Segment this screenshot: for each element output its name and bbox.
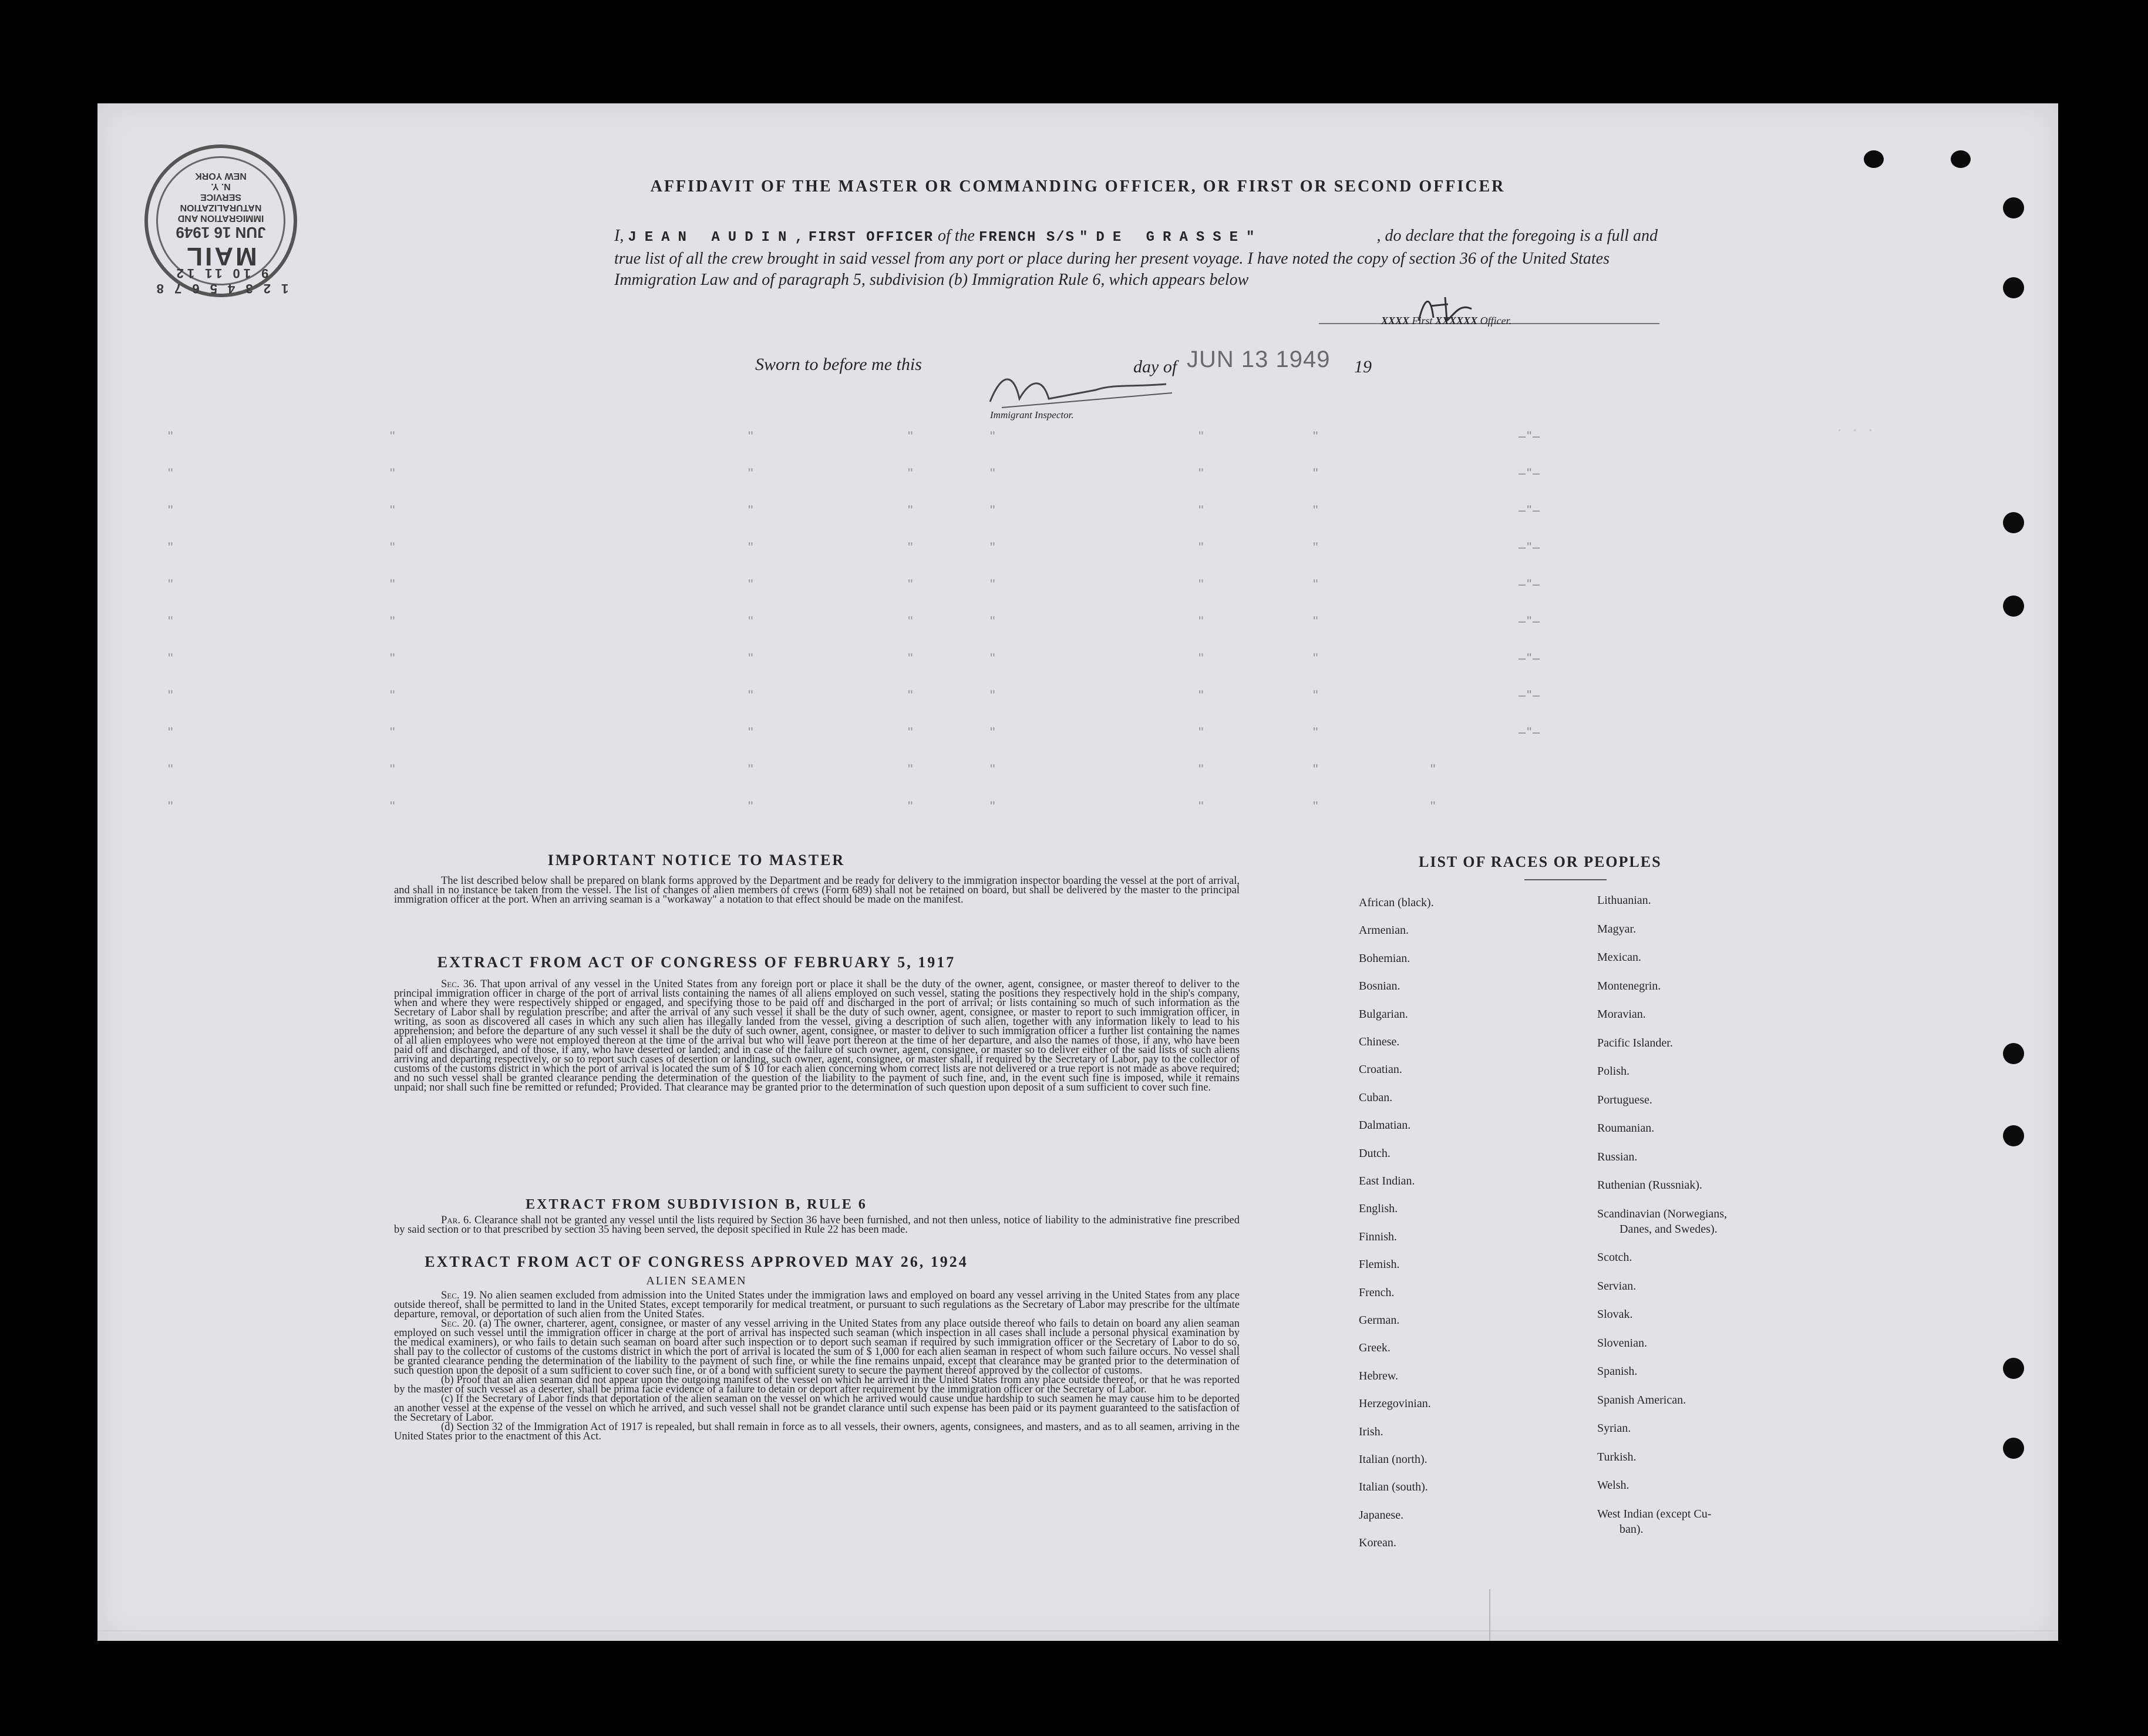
race-entry: Finnish. bbox=[1359, 1230, 1398, 1243]
ditto-mark: " bbox=[748, 688, 753, 704]
ditto-mark: " bbox=[908, 429, 913, 445]
ditto-mark: " bbox=[390, 540, 395, 556]
race-entry: Dalmatian. bbox=[1359, 1119, 1411, 1132]
race-entry: Irish. bbox=[1359, 1425, 1383, 1438]
race-entry: Welsh. bbox=[1597, 1479, 1629, 1492]
race-entry: Bosnian. bbox=[1359, 980, 1400, 993]
race-entry: Scandinavian (Norwegians, bbox=[1597, 1207, 1728, 1220]
race-entry: Spanish American. bbox=[1597, 1393, 1686, 1407]
ditto-mark: " bbox=[1313, 577, 1318, 593]
ditto-mark: " bbox=[908, 466, 913, 482]
races-list-title: LIST OF RACES OR PEOPLES bbox=[1419, 853, 1662, 870]
notice-text: The list described below shall be prepared on blank forms approved by the Department and be ready for delivery to the immigration inspector boarding the vessel at the port of arrival, and shall in no instance be taken from the vessel. The list of changes of alien members of crews (Form 689) shall not be retained on board, but shall be delivered by the master to the principal immigration officer at the port. When an arriving seaman is a "workaway" a notation to that effect should be made on the manifest. bbox=[394, 875, 1240, 906]
ditto-mark: " bbox=[168, 799, 173, 815]
ditto-mark: " bbox=[1313, 688, 1318, 704]
race-entry: Moravian. bbox=[1597, 1008, 1646, 1021]
extract-1917-title: EXTRACT FROM ACT OF CONGRESS OF FEBRUARY 5, 1917 bbox=[437, 954, 956, 971]
ditto-mark: " bbox=[1198, 577, 1204, 593]
ditto-mark: " bbox=[390, 688, 395, 704]
race-entry: Polish. bbox=[1597, 1065, 1630, 1078]
ditto-mark: " bbox=[990, 762, 995, 778]
ditto-mark: " bbox=[390, 577, 395, 593]
race-entry: Flemish. bbox=[1359, 1258, 1400, 1271]
ditto-mark: " bbox=[168, 577, 173, 593]
ditto-mark: " bbox=[168, 540, 173, 556]
affidavit-body: that the foregoing is a full and true list of all the crew brought in said vessel from any port or place during her present voyage. I have noted the copy of section 36 of the United States Immigration Law and of paragraph 5, subdivision (b) Immigration Rule 6, which appears below bbox=[614, 227, 1658, 289]
vessel-name: "DE GRASSE" bbox=[1079, 230, 1263, 245]
ditto-mark: " bbox=[1313, 651, 1318, 667]
ditto-mark: " bbox=[1198, 762, 1204, 778]
race-entry: Chinese. bbox=[1359, 1035, 1400, 1048]
ditto-mark: " bbox=[990, 614, 995, 630]
ditto-mark: " bbox=[990, 725, 995, 741]
binder-hole bbox=[2003, 596, 2024, 617]
race-entry: Croatian. bbox=[1359, 1063, 1402, 1076]
mail-received-stamp: 1 2 3 4 5 6 7 8 9 10 11 12 MAIL JUN 16 1949 IMMIGRATION AND NATURALIZATION SERVICE N. Y. NEW YORK bbox=[144, 144, 297, 297]
binder-hole bbox=[2003, 277, 2024, 298]
page-fold bbox=[1489, 1589, 1490, 1641]
ditto-mark: " bbox=[1313, 614, 1318, 630]
race-entry: Greek. bbox=[1359, 1341, 1391, 1355]
ditto-mark: " bbox=[390, 762, 395, 778]
ditto-mark: " bbox=[748, 577, 753, 593]
race-entry: Russian. bbox=[1597, 1150, 1638, 1163]
race-entry: Danes, and Swedes). bbox=[1620, 1222, 1718, 1236]
race-entry: Lithuanian. bbox=[1597, 894, 1651, 907]
officer-signature-label: XXXX First XXXXXX Officer. bbox=[1381, 315, 1512, 327]
ditto-mark: " bbox=[1313, 429, 1318, 445]
ditto-mark: " bbox=[1313, 466, 1318, 482]
race-entry: Armenian. bbox=[1359, 924, 1409, 937]
ditto-mark: " bbox=[748, 503, 753, 519]
ditto-mark: " bbox=[748, 614, 753, 630]
race-entry: Ruthenian (Russniak). bbox=[1597, 1179, 1702, 1192]
race-entry: Pacific Islander. bbox=[1597, 1036, 1673, 1049]
race-entry: Bulgarian. bbox=[1359, 1007, 1408, 1021]
ditto-mark: " bbox=[168, 725, 173, 741]
ditto-mark: –"– bbox=[1519, 540, 1541, 554]
ditto-mark: " bbox=[908, 688, 913, 704]
ditto-mark: " bbox=[908, 762, 913, 778]
race-entry: Syrian. bbox=[1597, 1422, 1631, 1435]
race-entry: English. bbox=[1359, 1202, 1398, 1216]
binder-hole bbox=[1864, 150, 1884, 168]
race-entry: Roumanian. bbox=[1597, 1122, 1655, 1135]
ditto-mark: " bbox=[1430, 762, 1436, 778]
ditto-mark: " bbox=[990, 651, 995, 667]
race-entry: African (black). bbox=[1359, 896, 1434, 909]
ditto-mark: " bbox=[168, 503, 173, 519]
extract-1924-text: Sec. 19. No alien seamen excluded from admission into the United States under the immigration laws and employed on board any vessel arriving in the United States from any place outside thereof, shall be permitted to land in the United States, except temporarily for medical treatment, or pursuant to such regulations as the Secretary of Labor may prescribe for the ultimate departure, removal, or deportation of such alien from the United States. Sec. 20. (a) The owner, charterer, agent, consignee, or master of any vessel arriving in the United States from any place outside thereof who fails to detain on board any alien seaman employed on such vessel until the immigration officer in charge at the port of arrival has inspected such seaman (which inspection in all cases shall include a personal physical examination by the medical examiners), or who fails to detain such seaman on board after such inspection or to deport such seaman if required by such immigration officer or the Secretary of Labor to do so, shall pay to the collector of customs of the customs district in which the port of arrival is located the sum of $ 1,000 for each alien seaman in respect of whom such failure occurs. No vessel shall be granted clearance pending the determination of the liability to the payment of such fine, or while the fine remains unpaid, except that clearance may be granted prior to the determination of such question upon the deposit of a sum sufficient to cover such fine, or of a bond with sufficient surety to secure the payment thereof approved by the collector of customs. (b) Proof that an alien seaman did not appear upon the outgoing manifest of the vessel on which he arrived in the United States from any place outside thereof, or that he was reported by the master of such vessel as a deserter, shall be prima facie evidence of a failure to detain or deport after requirement by the immigration officer or the Secretary of Labor. (c) If the Secretary of Labor finds that deportation of the alien seaman on the vessel on which he arrived would cause undue hardship to such seamen he may cause him to be deported an another vessel at the expense of the vessel on which he arrived, and such vessel shall not be grandet clarance until such expense has been paid or its payment guaranteed to the satisfaction of the Secretary of Labor. (d) Section 32 of the Immigration Act of 1917 is repealed, but shall remain in force as to all vessels, their owners, agents, consignees, and masters, and as to all seamen, arriving in the United States prior to the enactment of this Act. bbox=[394, 1290, 1240, 1442]
race-entry: French. bbox=[1359, 1286, 1395, 1299]
race-entry: Italian (south). bbox=[1359, 1481, 1428, 1494]
race-entry: German. bbox=[1359, 1314, 1400, 1327]
ditto-mark: " bbox=[908, 577, 913, 593]
ditto-mark: " bbox=[1198, 503, 1204, 519]
ditto-mark: " bbox=[168, 429, 173, 445]
race-entry: Mexican. bbox=[1597, 951, 1641, 964]
ditto-mark: " bbox=[1198, 466, 1204, 482]
ditto-mark: " bbox=[908, 614, 913, 630]
race-entry: Turkish. bbox=[1597, 1450, 1637, 1464]
ditto-mark: –"– bbox=[1519, 651, 1541, 665]
ditto-mark: " bbox=[748, 725, 753, 741]
binder-hole bbox=[2003, 1043, 2024, 1064]
extract-1917-text: Sec. 36. That upon arrival of any vessel in the United States from any foreign port or place it shall be the duty of the owner, agent, consignee, or master thereof to deliver to the principal immigration officer in charge of the port of arrival lists containing the names of all aliens employed on such vessel, stating the positions they respectively hold in the ship's company, when and where they were respectively shipped or engaged, and specifying those to be paid off and discharged in the port of arrival; or lists containing so much of such information as the Secretary of Labor shall by regulation prescribe; and after the arrival of any such vessel it shall be the duty of such owner, agent, consignee, or master to report to such immigration officer, in writing, as soon as discovered all cases in which any such alien has illegally landed from the vessel, giving a description of such alien, together with any information likely to lead to his apprehension; and before the departure of any such vessel it shall be the duty of such owner, agent, consignee, or master to deliver to such immigration officer a further list containing the names of all alien employees who were not employed thereon at the time of the arrival but who will leave port thereon at the time of her departure, and also the names of those, if any, who have been paid off and discharged, and of those, if any, who have deserted or landed; and in case of the failure of such owner, agent, consignee, or master so to deliver either of the said lists of such aliens arriving and departing respectively, or so to report such cases of desertion or landing, such owner, agent, consignee, or master shall, if required by the Secretary of Labor, pay to the collector of customs of the customs district in which the port of arrival is located the sum of $ 10 for each alien concerning whom correct lists are not delivered or a true report is not made as above required; and no such vessel shall be granted clearance pending the determination of the question of the liability to the payment of such fine, and, in the event such fine is imposed, while it remains unpaid; nor shall such fine be remitted or refunded; Provided. That clearance may be granted prior to the determination of such question upon deposit of a sum sufficient to cover such fine. bbox=[394, 978, 1240, 1094]
ditto-mark: –"– bbox=[1519, 503, 1541, 517]
ditto-mark: " bbox=[1313, 540, 1318, 556]
officer-name: JEAN AUDIN bbox=[628, 230, 795, 245]
inspector-label: Immigrant Inspector. bbox=[990, 409, 1074, 420]
ditto-mark: " bbox=[168, 614, 173, 630]
ditto-mark: " bbox=[390, 651, 395, 667]
ditto-mark: " bbox=[990, 429, 995, 445]
ditto-mark: " bbox=[1198, 651, 1204, 667]
binder-hole bbox=[2003, 197, 2024, 218]
ditto-mark: –"– bbox=[1519, 614, 1541, 628]
ditto-mark: " bbox=[908, 503, 913, 519]
binder-hole bbox=[2003, 1125, 2024, 1146]
inspector-signature bbox=[978, 366, 1178, 413]
ditto-mark: " bbox=[1198, 799, 1204, 815]
ditto-mark: " bbox=[168, 466, 173, 482]
ditto-mark: " bbox=[390, 429, 395, 445]
ditto-mark: " bbox=[748, 466, 753, 482]
ditto-mark: " bbox=[168, 762, 173, 778]
ditto-mark: " bbox=[168, 688, 173, 704]
race-entry: Magyar. bbox=[1597, 922, 1637, 936]
notice-title: IMPORTANT NOTICE TO MASTER bbox=[547, 852, 846, 869]
ditto-mark: " bbox=[1430, 799, 1436, 815]
race-entry: Spanish. bbox=[1597, 1365, 1638, 1378]
binder-hole bbox=[2003, 1358, 2024, 1379]
race-entry: Herzegovinian. bbox=[1359, 1397, 1431, 1411]
binder-hole bbox=[2003, 1438, 2024, 1459]
rule6-title: EXTRACT FROM SUBDIVISION B, RULE 6 bbox=[526, 1197, 867, 1212]
ditto-mark: " bbox=[908, 540, 913, 556]
ditto-mark: " bbox=[990, 503, 995, 519]
vessel-prefix: FRENCH S/S bbox=[979, 230, 1076, 245]
ditto-mark: " bbox=[390, 614, 395, 630]
ditto-mark: –"– bbox=[1519, 688, 1541, 702]
ditto-mark: " bbox=[1198, 614, 1204, 630]
ditto-mark: " bbox=[1313, 503, 1318, 519]
race-entry: Korean. bbox=[1359, 1536, 1396, 1550]
race-entry: Scotch. bbox=[1597, 1251, 1632, 1264]
ditto-mark: " bbox=[1313, 799, 1318, 815]
ditto-mark: " bbox=[390, 466, 395, 482]
ditto-mark: " bbox=[748, 540, 753, 556]
ditto-mark: " bbox=[1313, 762, 1318, 778]
ditto-mark: " bbox=[990, 540, 995, 556]
ditto-mark: " bbox=[990, 688, 995, 704]
ditto-mark: " bbox=[748, 799, 753, 815]
race-entry: Hebrew. bbox=[1359, 1369, 1399, 1382]
race-entry: Japanese. bbox=[1359, 1508, 1404, 1522]
ditto-mark: –"– bbox=[1519, 429, 1541, 443]
officer-rank: FIRST OFFICER bbox=[808, 230, 934, 245]
title-underline bbox=[1524, 879, 1607, 880]
ditto-mark: " bbox=[908, 725, 913, 741]
sworn-date-stamp: JUN 13 1949 bbox=[1187, 346, 1331, 372]
ditto-mark: " bbox=[908, 651, 913, 667]
extract-1924-title: EXTRACT FROM ACT OF CONGRESS APPROVED MAY 26, 1924 bbox=[425, 1253, 968, 1270]
alien-seamen-subtitle: ALIEN SEAMEN bbox=[646, 1274, 747, 1287]
ditto-mark: " bbox=[168, 651, 173, 667]
bleed-through-text: . . . bbox=[1836, 420, 1875, 435]
race-entry: East Indian. bbox=[1359, 1175, 1415, 1187]
ditto-mark: " bbox=[990, 577, 995, 593]
ditto-mark: " bbox=[1313, 725, 1318, 741]
race-entry: Portuguese. bbox=[1597, 1093, 1652, 1106]
ditto-mark: " bbox=[390, 725, 395, 741]
affidavit-declaration: I, JEAN AUDIN, FIRST OFFICER of the FRENCH S/S "DE GRASSE" , do declare that the foregoing is a full and true list of all the crew brought in said vessel from any port or place during her present voyage. I have noted the copy of section 36 of the United States Immigration Law and of paragraph 5, subdivision (b) Immigration Rule 6, which appears below bbox=[614, 227, 1658, 289]
race-entry: Dutch. bbox=[1359, 1146, 1391, 1160]
affidavit-title: AFFIDAVIT OF THE MASTER OR COMMANDING OFFICER, OR FIRST OR SECOND OFFICER bbox=[650, 177, 1506, 196]
ditto-mark: " bbox=[990, 799, 995, 815]
stamp-mail: MAIL bbox=[184, 242, 257, 271]
binder-hole bbox=[2003, 512, 2024, 533]
ditto-mark: " bbox=[1198, 429, 1204, 445]
race-entry: Slovak. bbox=[1597, 1308, 1633, 1321]
race-entry: Montenegrin. bbox=[1597, 979, 1661, 993]
binder-hole bbox=[1951, 150, 1971, 168]
ditto-mark: " bbox=[748, 762, 753, 778]
stamp-date: JUN 16 1949 bbox=[176, 224, 266, 242]
document-page: 1 2 3 4 5 6 7 8 9 10 11 12 MAIL JUN 16 1949 IMMIGRATION AND NATURALIZATION SERVICE N. Y. NEW YORK . . . AFFIDAVIT OF THE MASTER OR COMMANDING OFFICER, OR FIRST OR SECOND OFFICER I, JEAN AUDIN, FIRST OFFICER of the FRENCH S/S "DE GRASSE" , do declare that the foregoing is a full and true list of all the crew brought in said vessel from any port or place during her present voyage. I have noted the copy of section 36 of the United States Immigration Law and of paragraph 5, subdivision (b) Immigration Rule 6, which appears below XXXX First XXXXXX Officer. Sworn to before me this day of JUN 13 1949 19 Immigrant Inspector. " " " " " " " –"– " " " " " " " –"– " " " " " " " –"– " " " " " " " –"– " " " " " " " –"– " " " " " " " –"– " " " " " " " –"– " " " " " " " –"– " " " " " " " –"– " " " " " " " " " " " " " " " " IMPORTANT NOTICE TO MASTER The list described below shall be prepared on blank forms approved by the Department and be ready for delivery to the immigration inspector boarding the vessel at the port of arrival, and shall in no instance be taken from the vessel. The list of changes of alien members of crews (Form 689) shall not be retained on board, but shall be delivered by the master to the principal immigration officer at the port. When an arriving seaman is a "workaway" a notation to that effect should be made on the manifest. EXTRACT FROM ACT OF CONGRESS OF FEBRUARY 5, 1917 Sec. 36. That upon arrival of any vessel in the United States from any foreign port or place it shall be the duty of the owner, agent, consignee, or master thereof to deliver to the principal immigration officer in charge of the port of arrival lists containing the names of all aliens employed on such vessel, stating the positions they respectively hold in the ship's company, when and where they were respectively shipped or engaged, and specifying those to be paid off and discharged in the port of arrival; or lists containing so much of such information as the Secretary of Labor shall by regulation prescribe; and after the arrival of any such vessel it shall be the duty of such owner, agent, consignee, or master to report to such immigration officer, in writing, as soon as discovered all cases in which any such alien has illegally landed from the vessel, giving a description of such alien, together with any information likely to lead to his apprehension; and before the departure of any such vessel it shall be the duty of such owner, agent, consignee, or master to deliver to such immigration officer a further list containing the names of all alien employees who were not employed thereon at the time of the arrival but who will leave port thereon at the time of her departure, and also the names of those, if any, who have been paid off and discharged, and of those, if any, who have deserted or landed; and in case of the failure of such owner, agent, consignee, or master so to deliver either of the said lists of such aliens arriving and departing respectively, or so to report such cases of desertion or landing, such owner, agent, consignee, or master shall, if required by the Secretary of Labor, pay to the collector of customs of the customs district in which the port of arrival is located the sum of $ 10 for each alien concerning whom correct lists are not delivered or a true report is not made as above required; and no such vessel shall be granted clearance pending the determination of the question of the liability to the payment of such fine, and, in the event such fine is imposed, while it remains unpaid; nor shall such fine be remitted or refunded; Provided. That clearance may be granted prior to the determination of such question upon deposit of a sum sufficient to cover such fine. EXTRACT FROM SUBDIVISION B, RULE 6 Par. 6. Clearance shall not be granted any vessel until the lists required by Section 36 have been furnished, and not then unless, notice of liability to the administrative fine prescribed by said section or to that prescribed by section 35 having been served, the deposit specified in Rule 22 has been made. EXTRACT FROM ACT OF CONGRESS APPROVED MAY 26, 1924 ALIEN SEAMEN Sec. 19. No alien seamen excluded from admission into the United States under the immigration laws and employed on board any vessel arriving in the United States from any place outside thereof, shall be permitted to land in the United States, except temporarily for medical treatment, or pursuant to such regulations as the Secretary of Labor may prescribe for the ultimate departure, removal, or deportation of such alien from the United States. Sec. 20. (a) The owner, charterer, agent, consignee, or master of any vessel arriving in the United States from any place outside thereof who fails to detain on board any alien seaman employed on such vessel until the immigration officer in charge at the port of arrival has inspected such seaman (which inspection in all cases shall include a personal physical examination by the medical examiners), or who fails to detain such seaman on board after such inspection or to deport such seaman if required by such immigration officer or the Secretary of Labor to do so, shall pay to the collector of customs of the customs district in which the port of arrival is located the sum of $ 1,000 for each alien seaman in respect of whom such failure occurs. No vessel shall be granted clearance pending the determination of the liability to the payment of such fine, or while the fine remains unpaid, except that clearance may be granted prior to the determination of such question upon the deposit of a sum sufficient to cover such fine, or of a bond with sufficient surety to secure the payment thereof approved by the collector of customs. (b) Proof that an alien seaman did not appear upon the outgoing manifest of the vessel on which he arrived in the United States from any place outside thereof, or that he was reported by the master of such vessel as a deserter, shall be prima facie evidence of a failure to detain or deport after requirement by the immigration officer or the Secretary of Labor. (c) If the Secretary of Labor finds that deportation of the alien seaman on the vessel on which he arrived would cause undue hardship to such seamen he may cause him to be deported an another vessel at the expense of the vessel on which he arrived, and such vessel shall not be grandet clarance until such expense has been paid or its payment guaranteed to the satisfaction of the Secretary of Labor. (d) Section 32 of the Immigration Act of 1917 is repealed, but shall remain in force as to all vessels, their owners, agents, consignees, and masters, and as to all seamen, arriving in the United States prior to the enactment of this Act. LIST OF RACES OR PEOPLES African (black). Armenian. Bohemian. Bosnian. Bulgarian. Chinese. Croatian. Cuban. Dalmatian. Dutch. East Indian. English. Finnish. Flemish. French. German. Greek. Hebrew. Herzegovinian. Irish. Italian (north). Italian (south). Japanese. Korean. Lithuanian. Magyar. Mexican. Montenegrin. Moravian. Pacific Islander. Polish. Portuguese. Roumanian. Russian. Ruthenian (Russniak). Scandinavian (Norwegians, Danes, and Swedes). Scotch. Servian. Slovak. Slovenian. Spanish. Spanish American. Syrian. Turkish. Welsh. West Indian (except Cu- ban). bbox=[97, 103, 2058, 1641]
race-entry: West Indian (except Cu- bbox=[1597, 1507, 1712, 1520]
ditto-mark: " bbox=[1198, 540, 1204, 556]
ditto-mark: " bbox=[908, 799, 913, 815]
race-entry: ban). bbox=[1620, 1522, 1644, 1536]
ditto-mark: " bbox=[748, 429, 753, 445]
ditto-mark: " bbox=[390, 799, 395, 815]
ditto-mark: –"– bbox=[1519, 466, 1541, 480]
ditto-mark: " bbox=[990, 466, 995, 482]
race-entry: Servian. bbox=[1597, 1279, 1637, 1293]
race-entry: Italian (north). bbox=[1359, 1453, 1427, 1466]
sworn-statement: Sworn to before me this bbox=[755, 355, 922, 374]
page-fold bbox=[97, 1630, 2058, 1631]
ditto-mark: " bbox=[1198, 725, 1204, 741]
rule6-text: Par. 6. Clearance shall not be granted any vessel until the lists required by Section 36 have been furnished, and not then unless, notice of liability to the administrative fine prescribed by said section or to that prescribed by section 35 having been served, the deposit specified in Rule 22 has been made. bbox=[394, 1214, 1240, 1236]
ditto-mark: –"– bbox=[1519, 725, 1541, 739]
race-entry: Cuban. bbox=[1359, 1091, 1393, 1104]
ditto-mark: " bbox=[1198, 688, 1204, 704]
ditto-mark: " bbox=[390, 503, 395, 519]
ditto-mark: " bbox=[748, 651, 753, 667]
race-entry: Bohemian. bbox=[1359, 951, 1410, 965]
race-entry: Slovenian. bbox=[1597, 1336, 1647, 1350]
ditto-mark: –"– bbox=[1519, 577, 1541, 591]
